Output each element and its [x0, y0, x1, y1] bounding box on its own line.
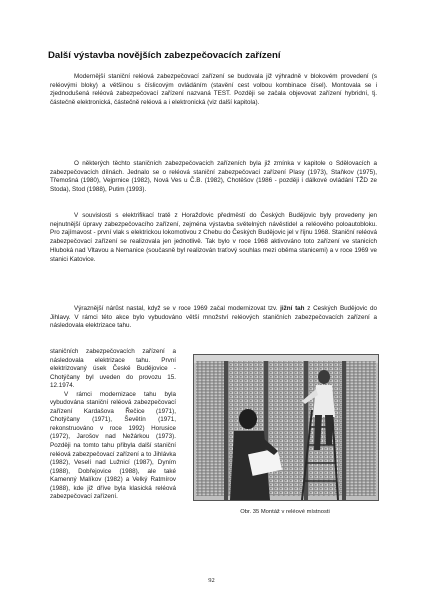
paragraph-4: [50, 305, 377, 349]
paragraph-3: V souvislosti s elektrifikací tratě z Horažďovic předměstí do Českých Budějovic byly provedeny jen nejnutnější úpravy zabezpečovacího zařízení, zejména výstavba světelných návěstidel a reléového poloautobloku. Pro zajímavost - první vlak s elektrickou lokomotivou z Chebu do Českých Budějovic jel v říjnu 1968. Staniční reléová zabezpečovací zařízení se realizovala jen jednotlivě. Tak bylo v roce 1968 aktivováno toto zařízení ve stanicích Hluboká nad Vltavou a Nemanice (současně byl realizován traťový souhlas mezi oběma stanicemi) a v roce 1969 ve stanici Katovice.: [50, 212, 377, 263]
paragraph-1: Modernější staniční reléová zabezpečovací zařízení se budovala již výhradně v blokovém provedení (s reléovými bloky) a většinou s číslicovým ovládáním (stavění cest volbou kombinace čísel). Montovala se i zjednodušená reléová zabezpečovací zařízení nazvaná TEST. Později se začala objevovat zařízení hybridní, tj. částečně elektronická, částečně reléová a i elektronická (viz další kapitola).: [50, 73, 377, 107]
section-title: Další výstavba novějších zabezpečovacích zařízení: [48, 50, 281, 61]
relay-room-photo: [193, 354, 379, 501]
column-paragraph-2: V rámci modernizace tahu byla vybudována staniční reléová zabezpečovací zařízení Kardašova Řečice (1971), Chotýčany (1971), Ševětín (1971, rekonstruováno v roce 1992) Horusice (1972), Jarošov nad Nežárkou (1973). Později na tomto tahu přibyla další staniční reléová zabezpečovací zařízení a to Jihlávka (1982), Veselí nad Lužnicí (1987), Dyním (1988), Dobřejovice (1988), ale také Kamenný Malíkov (1982) a Velký Ratmírov (1988), kde již dříve byla klasická reléová zabezpečovací zařízení.: [50, 390, 176, 501]
photo-caption: Obr. 35 Montáž v reléové místnosti: [240, 509, 330, 515]
column-paragraph-1: staničních zabezpečovacích zařízení a následovala elektrizace tahu. První elektrizovaný úsek České Budějovice - Chotýčany byl uveden do provozu 15. 12.1974.: [50, 348, 176, 390]
paragraph-4-bold: jižní tah: [280, 305, 305, 312]
paragraph-4-end: z Českých Budějovic do Jihlavy. V rámci této akce bylo vybudováno větší množství reléových staničních zabezpečovacích zařízení a následovala elektrizace tahu.: [50, 305, 377, 330]
left-column-text: [50, 348, 176, 502]
page-number: 92: [208, 577, 215, 584]
paragraph-4-start: Výraznější nárůst nastal, když se v roce 1969 začal modernizovat tzv.: [74, 305, 281, 312]
paragraph-2: O některých těchto staničních zabezpečovacích zařízeních byla již zmínka v kapitole o Sdělovacích a zabezpečovacích dílnách. Jednalo se o reléová staniční zabezpečovací zařízení Plasy (1973), Staňkov (1975), Třemošná (1980), Vejprnice (1982), Nová Ves u Č.B. (1982), Chotěšov (1986 - později i dálkové ovládání TŽD ze Stoda), Stod (1988), Putim (1993).: [50, 160, 377, 194]
